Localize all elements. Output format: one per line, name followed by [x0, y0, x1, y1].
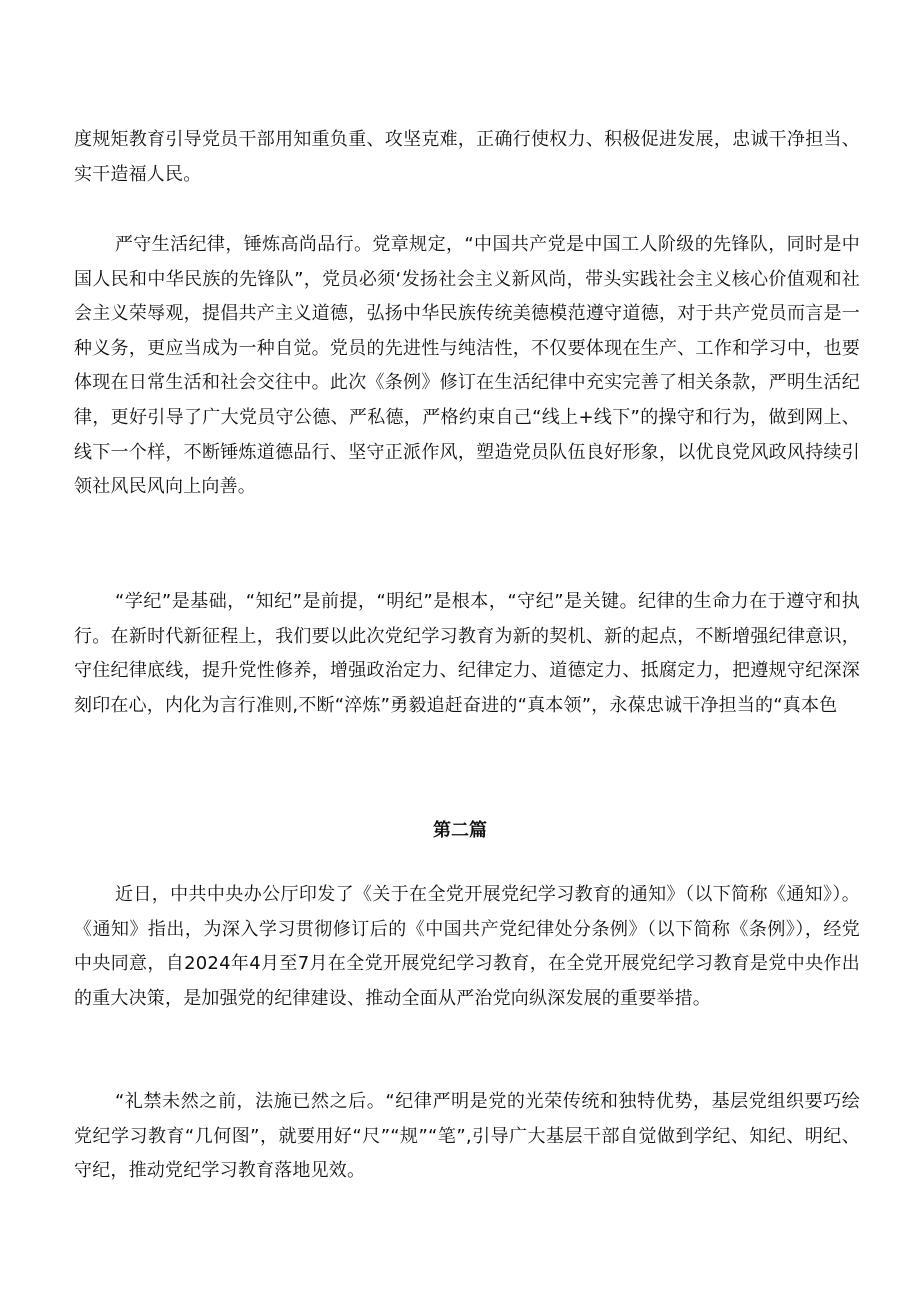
section-heading: 第二篇 [433, 820, 487, 841]
paragraph-5: “礼禁未然之前，法施已然之后。“纪律严明是党的光荣传统和独特优势，基层党组织要巧绘党纪学习教育“几何图”，就要用好“尺”“规”“笔”,引导广大基层干部自觉做到学纪、知纪、明纪、守纪，推动党纪学习教育落地见效。 [74, 1091, 860, 1182]
paragraph-1: 度规矩教育引导党员干部用知重负重、攻坚克难，正确行使权力、积极促进发展，忠诚干净担当、实干造福人民。 [74, 129, 860, 185]
paragraph-2: 严守生活纪律，锤炼高尚品行。党章规定，“中国共产党是中国工人阶级的先锋队，同时是中国人民和中华民族的先锋队”，党员必须‘发扬社会主义新风尚，带头实践社会主义核心价值观和社会主义荣辱观，提倡共产主义道德，弘扬中华民族传统美德模范遵守道德，对于共产党员而言是一种义务，更应当成为一种自觉。党员的先进性与纯洁性，不仅要体现在生产、工作和学习中，也要体现在日常生活和社会交往中。此次《条例》修订在生活纪律中充实完善了相关条款，严明生活纪律，更好引导了广大党员守公德、严私德，严格约束自己“线上+线下”的操守和行为，做到网上、线下一个样，不断锤炼道德品行、坚守正派作风，塑造党员队伍良好形象，以优良党风政风持续引领社风民风向上向善。 [74, 234, 860, 498]
paragraph-3: “学纪”是基础，“知纪”是前提，“明纪”是根本，“守纪”是关键。纪律的生命力在于遵守和执行。在新时代新征程上，我们要以此次党纪学习教育为新的契机、新的起点，不断增强纪律意识，守住纪律底线，提升党性修养，增强政治定力、纪律定力、道德定力、抵腐定力，把遵规守纪深深刻印在心，内化为言行准则,不断“淬炼”勇毅追赶奋进的“真本领”，永葆忠诚干净担当的“真本色 [74, 591, 860, 716]
paragraph-4: 近日，中共中央办公厅印发了《关于在全党开展党纪学习教育的通知》（以下简称《通知》）。《通知》指出，为深入学习贯彻修订后的《中国共产党纪律处分条例》（以下简称《条例》），经党中央同意，自2024年4月至7月在全党开展党纪学习教育，在全党开展党纪学习教育是党中央作出的重大决策，是加强党的纪律建设、推动全面从严治党向纵深发展的重要举措。 [74, 884, 860, 1009]
